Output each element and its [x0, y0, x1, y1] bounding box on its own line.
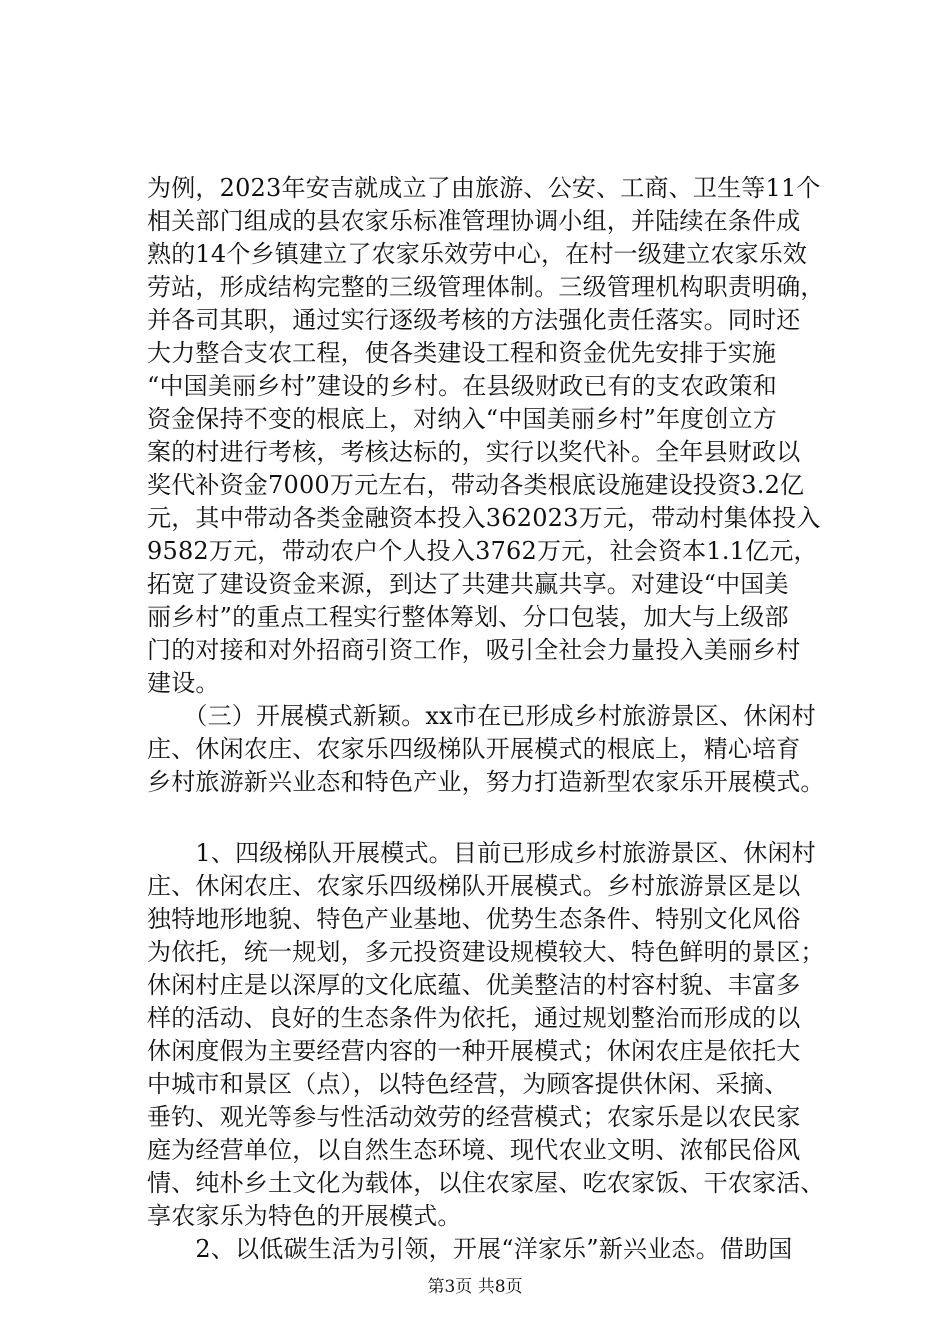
text-line: 庭为经营单位，以自然生态环境、现代农业文明、浓郁民俗风: [147, 1136, 801, 1164]
text-line: “中国美丽乡村”建设的乡村。在县级财政已有的支农政策和: [147, 372, 777, 400]
text-line: 休闲村庄是以深厚的文化底蕴、优美整洁的村容村貌、丰富多: [147, 971, 801, 999]
paragraph-block-1: [147, 172, 867, 799]
text-line: 休闲度假为主要经营内容的一种开展模式；休闲农庄是依托大: [147, 1037, 801, 1065]
paragraph-block-2: [147, 837, 867, 1266]
text-line: 资金保持不变的根底上，对纳入“中国美丽乡村”年度创立方: [147, 405, 777, 433]
text-line: 相关部门组成的县农家乐标准管理协调小组，并陆续在条件成: [147, 207, 801, 235]
text-line: 熟的14个乡镇建立了农家乐效劳中心，在村一级建立农家乐效: [147, 240, 808, 268]
text-line: 并各司其职，通过实行逐级考核的方法强化责任落实。同时还: [147, 306, 801, 334]
page-number-footer: 第3页 共8页: [427, 1277, 523, 1297]
text-line: 为例，2023年安吉就成立了由旅游、公安、工商、卫生等11个: [147, 174, 821, 202]
text-line: 庄、休闲农庄、农家乐四级梯队开展模式。乡村旅游景区是以: [147, 872, 801, 900]
text-line: （三）开展模式新颖。xx市在已形成乡村旅游景区、休闲村: [147, 702, 816, 730]
text-line: 案的村进行考核，考核达标的，实行以奖代补。全年县财政以: [147, 438, 801, 466]
text-line: 垂钓、观光等参与性活动效劳的经营模式；农家乐是以农民家: [147, 1103, 801, 1131]
text-line: 1、四级梯队开展模式。目前已形成乡村旅游景区、休闲村: [147, 839, 816, 867]
text-line: 拓宽了建设资金来源，到达了共建共赢共享。对建设“中国美: [147, 570, 789, 598]
text-line: 中城市和景区（点），以特色经营，为顾客提供休闲、采摘、: [147, 1070, 789, 1098]
text-line: 样的活动、良好的生态条件为依托，通过规划整治而形成的以: [147, 1004, 801, 1032]
text-line: 情、纯朴乡土文化为载体，以住农家屋、吃农家饭、干农家活、: [147, 1169, 825, 1197]
text-line: 元，其中带动各类金融资本投入362023万元，带动村集体投入: [147, 504, 821, 532]
text-line: 2、以低碳生活为引领，开展“洋家乐”新兴业态。借助国: [147, 1235, 793, 1263]
text-line: 大力整合支农工程，使各类建设工程和资金优先安排于实施: [147, 339, 777, 367]
text-line: 劳站，形成结构完整的三级管理体制。三级管理机构职责明确，: [147, 273, 825, 301]
paragraph-gap: [147, 799, 867, 837]
text-line: 建设。: [147, 669, 220, 697]
text-line: 乡村旅游新兴业态和特色产业，努力打造新型农家乐开展模式。: [147, 768, 825, 796]
text-line: 享农家乐为特色的开展模式。: [147, 1202, 462, 1230]
text-line: 为依托，统一规划，多元投资建设规模较大、特色鲜明的景区；: [147, 938, 825, 966]
text-line: 门的对接和对外招商引资工作，吸引全社会力量投入美丽乡村: [147, 636, 801, 664]
text-line: 独特地形地貌、特色产业基地、优势生态条件、特别文化风俗: [147, 905, 801, 933]
text-line: 9582万元，带动农户个人投入3762万元，社会资本1.1亿元，: [147, 537, 818, 565]
document-body: [147, 172, 867, 1266]
text-line: 丽乡村”的重点工程实行整体筹划、分口包装，加大与上级部: [147, 603, 789, 631]
text-line: 奖代补资金7000万元左右，带动各类根底设施建设投资3.2亿: [147, 471, 805, 499]
text-line: 庄、休闲农庄、农家乐四级梯队开展模式的根底上，精心培育: [147, 735, 801, 763]
